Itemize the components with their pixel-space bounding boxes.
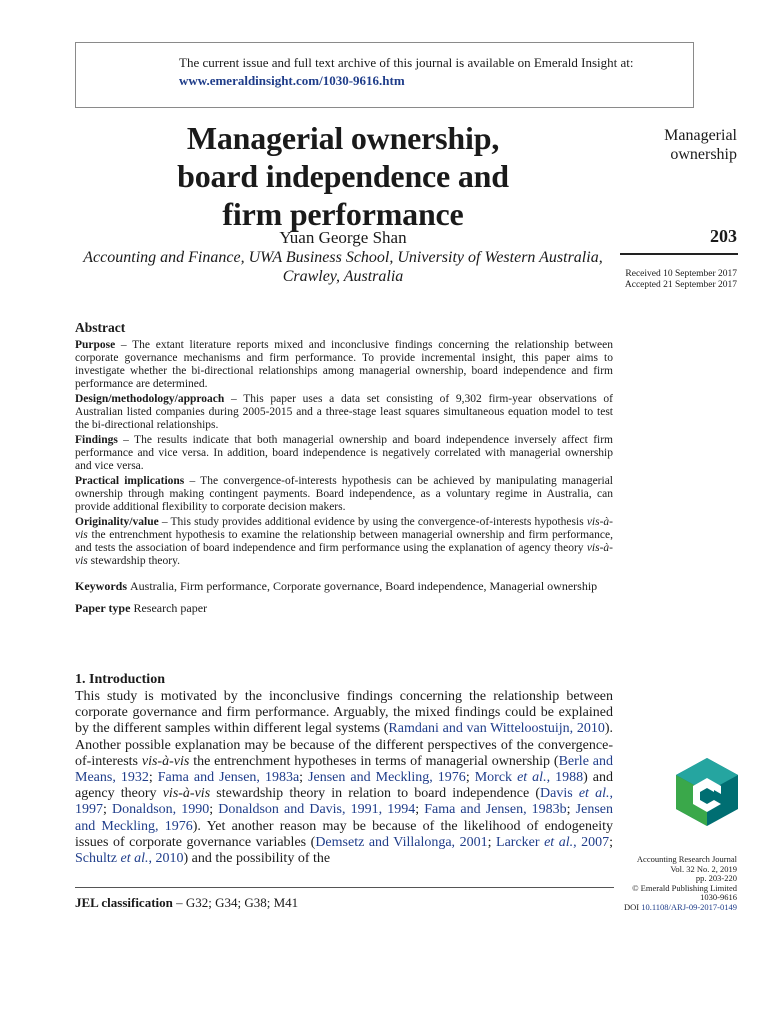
vis-a-vis-term: vis-à-vis bbox=[75, 542, 613, 567]
citation-separator: ; bbox=[415, 802, 425, 818]
intro-text: This study is motivated by the inconclusive findings concerning the relationship between corporate governance and firm performance. Arguably, the mixed findings could be explained by the different samples within different legal systems ( bbox=[75, 689, 613, 737]
abstract-purpose bbox=[75, 339, 613, 391]
citation-link[interactable]: Donaldson, 1990 bbox=[112, 802, 210, 818]
abstract-originality bbox=[75, 516, 613, 568]
citation-link[interactable]: Berle and Means, 1932 bbox=[75, 753, 614, 786]
originality-text: stewardship theory. bbox=[87, 555, 180, 567]
doi-link[interactable]: 10.1108/ARJ-09-2017-0149 bbox=[641, 901, 737, 912]
citation-link[interactable]: Jensen and Meckling, 1976 bbox=[308, 770, 466, 786]
article-title bbox=[75, 119, 611, 233]
journal-url-link[interactable]: www.emeraldinsight.com/1030-9616.htm bbox=[179, 73, 405, 88]
findings-label: Findings bbox=[75, 434, 118, 446]
keywords-text: Australia, Firm performance, Corporate governance, Board independence, Managerial ownership bbox=[130, 579, 598, 593]
paper-type-label: Paper type bbox=[75, 601, 131, 615]
abstract-findings bbox=[75, 434, 613, 473]
jel-classification bbox=[75, 895, 298, 911]
journal-volume: Vol. 32 No. 2, 2019 bbox=[670, 863, 737, 874]
intro-text: the entrenchment hypotheses in terms of managerial ownership ( bbox=[189, 753, 559, 769]
citation-link[interactable]: Jensen and Meckling, 1976 bbox=[75, 802, 613, 834]
journal-name: Accounting Research Journal bbox=[636, 854, 737, 864]
running-title-line: ownership bbox=[670, 146, 737, 163]
intro-text: ) and the possibility of the bbox=[183, 851, 331, 867]
practical-label: Practical implications bbox=[75, 475, 185, 487]
citation-author: Davis bbox=[540, 786, 579, 802]
practical-text: – The convergence-of-interests hypothesis can be achieved by manipulating managerial ownership through making contingent payments. Board independence, as a voluntary regime in Australia, can provide additional flexibility to corporate decision makers. bbox=[75, 475, 613, 513]
affiliation-line: Crawley, Australia bbox=[282, 268, 404, 285]
citation-link[interactable]: Ramdani and van Witteloostuijn, 2010 bbox=[388, 721, 605, 737]
received-date: Received 10 September 2017 bbox=[625, 269, 737, 279]
copyright: © Emerald Publishing Limited bbox=[632, 882, 737, 893]
running-title bbox=[664, 126, 737, 164]
citation-year: , 2007 bbox=[573, 834, 610, 850]
citation-separator: ; bbox=[487, 834, 497, 850]
citation-link[interactable] bbox=[75, 851, 184, 866]
citation-author: Larcker bbox=[496, 834, 545, 850]
intro-text: stewardship theory in relation to board independence ( bbox=[210, 786, 541, 802]
title-line: board independence and bbox=[177, 158, 509, 194]
citation-link[interactable] bbox=[496, 835, 609, 850]
affiliation-line: Accounting and Finance, UWA Business School, University of Western Australia, bbox=[83, 249, 603, 266]
received-dates bbox=[625, 269, 737, 291]
publication-info bbox=[624, 855, 737, 913]
citation-separator: ; bbox=[465, 770, 475, 786]
intro-text: ) and agency theory bbox=[75, 770, 613, 802]
jel-codes: – G32; G34; G38; M41 bbox=[172, 895, 299, 910]
intro-text: ). Another possible explanation may be because of the different perspectives of the convergence-of-interests bbox=[75, 721, 614, 769]
issn: 1030-9616 bbox=[700, 892, 737, 903]
citation-link[interactable]: Fama and Jensen, 1983b bbox=[424, 802, 567, 818]
findings-text: – The results indicate that both managerial ownership and board independence inversely affect firm performance and vice versa. In addition, board independence is negatively correlated with managerial ownership and vice versa. bbox=[75, 434, 613, 472]
paper-type bbox=[75, 602, 613, 615]
margin-divider bbox=[620, 253, 738, 255]
emerald-logo-icon bbox=[676, 758, 738, 826]
citation-link[interactable]: Fama and Jensen, 1983a bbox=[157, 770, 300, 786]
citation-author: Morck bbox=[474, 770, 518, 786]
abstract-practical bbox=[75, 475, 613, 514]
paper-type-text: Research paper bbox=[133, 601, 208, 615]
purpose-label: Purpose bbox=[75, 339, 116, 351]
accepted-date: Accepted 21 September 2017 bbox=[624, 280, 737, 290]
citation-year: , 2010 bbox=[148, 851, 184, 867]
abstract-section bbox=[75, 321, 613, 617]
author-name: Yuan George Shan bbox=[279, 228, 407, 247]
citation-separator: ; bbox=[148, 770, 158, 786]
introduction-body bbox=[75, 689, 613, 867]
purpose-text: – The extant literature reports mixed and inconclusive findings concerning the relationship between corporate governance mechanisms and firm performance. To provide incremental insight, this paper aims to investigate whether the bi-directional relationships among managerial ownership, board independence and firm performance are determined. bbox=[75, 339, 613, 390]
design-text: – This paper uses a data set consisting of 9,302 firm-year observations of Australian listed companies during 2005-2015 and a three-stage least squares simultaneous equation model to test the bi-directional relationships. bbox=[75, 393, 613, 431]
jel-label: JEL classification bbox=[75, 895, 173, 910]
citation-year: , 1988 bbox=[546, 770, 584, 786]
doi-line bbox=[624, 903, 737, 913]
author-affiliation bbox=[75, 248, 611, 286]
citation-separator: ; bbox=[566, 802, 576, 818]
journal-pages: pp. 203-220 bbox=[695, 873, 737, 884]
et-al: et al. bbox=[517, 770, 547, 786]
jel-divider bbox=[75, 887, 614, 888]
vis-a-vis-term: vis-à-vis bbox=[141, 753, 190, 769]
citation-link[interactable]: Donaldson and Davis, 1991, 1994 bbox=[218, 802, 416, 818]
vis-a-vis-term: vis-à-vis bbox=[75, 516, 613, 541]
page-number: 203 bbox=[710, 226, 737, 246]
keywords bbox=[75, 578, 613, 594]
design-label: Design/methodology/approach bbox=[75, 393, 225, 405]
originality-label: Originality/value bbox=[75, 516, 159, 528]
abstract-heading: Abstract bbox=[75, 320, 126, 335]
et-al: et al. bbox=[120, 851, 149, 867]
et-al: et al. bbox=[544, 834, 574, 850]
citation-link[interactable]: Demsetz and Villalonga, 2001 bbox=[315, 834, 488, 850]
keywords-label: Keywords bbox=[75, 579, 127, 593]
citation-author: Schultz bbox=[75, 851, 121, 867]
citation-separator: ; bbox=[299, 770, 309, 786]
citation-year: , 1997 bbox=[75, 786, 613, 818]
citation-separator: ; bbox=[209, 802, 219, 818]
running-title-line: Managerial bbox=[664, 127, 737, 144]
intro-text: ). Yet another reason may be because of the likelihood of endogeneity issues of corporate governance variables ( bbox=[75, 818, 614, 850]
vis-a-vis-term: vis-à-vis bbox=[162, 786, 211, 802]
citation-separator: ; bbox=[609, 834, 614, 850]
et-al: et al. bbox=[578, 786, 610, 802]
citation-link[interactable] bbox=[475, 770, 583, 785]
abstract-design bbox=[75, 393, 613, 432]
doi-label: DOI bbox=[623, 901, 640, 912]
originality-text: – This study provides additional evidence by using the convergence-of-interests hypothesis bbox=[158, 516, 587, 528]
introduction-heading: 1. Introduction bbox=[75, 672, 165, 687]
citation-separator: ; bbox=[103, 802, 112, 818]
archive-notice-text: The current issue and full text archive of this journal is available on Emerald Insight at: bbox=[179, 55, 634, 70]
archive-notice-box bbox=[75, 42, 694, 108]
title-line: Managerial ownership, bbox=[186, 120, 500, 156]
title-line: firm performance bbox=[222, 196, 464, 232]
originality-text: the entrenchment hypothesis to examine the relationship between managerial ownership and firm performance, and tests the association of board independence and firm performance using the explanation of agency theory bbox=[75, 529, 613, 554]
